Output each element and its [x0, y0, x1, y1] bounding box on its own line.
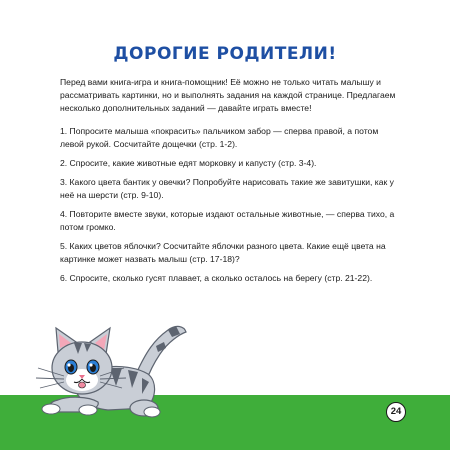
task-list: [60, 125, 400, 291]
task-item: 5. Каких цветов яблочки? Сосчитайте яблочки разного цвета. Какие ещё цвета на картинке может назвать малыш (стр. 17-18)?: [60, 241, 386, 264]
page-title: ДОРОГИЕ РОДИТЕЛИ!: [113, 44, 337, 64]
task-item: 4. Повторите вместе звуки, которые издают остальные животные, — сперва тихо, а потом громко.: [60, 209, 395, 232]
task-item: 1. Попросите малыша «покрасить» пальчиком забор — сперва правой, а потом левой рукой. Сосчитайте дощечки (стр. 1-2).: [60, 126, 379, 149]
task-item: 6. Спросите, сколько гусят плавает, а сколько осталось на берегу (стр. 21-22).: [60, 273, 373, 283]
task-item: 2. Спросите, какие животные едят морковку и капусту (стр. 3-4).: [60, 158, 317, 168]
intro-paragraph: Перед вами книга-игра и книга-помощник! Её можно не только читать малышу и рассматривать картинки, но и выполнять задания на каждой странице. Предлагаем несколько дополнительных заданий — давайте играть вместе!: [60, 77, 396, 113]
cat-tongue: [79, 382, 86, 388]
kitten-illustration: [18, 312, 193, 422]
task-item: 3. Какого цвета бантик у овечки? Попробуйте нарисовать такие же завитушки, как у неё на шерсти (стр. 9-10).: [60, 177, 394, 200]
page-number: 24: [386, 402, 406, 422]
